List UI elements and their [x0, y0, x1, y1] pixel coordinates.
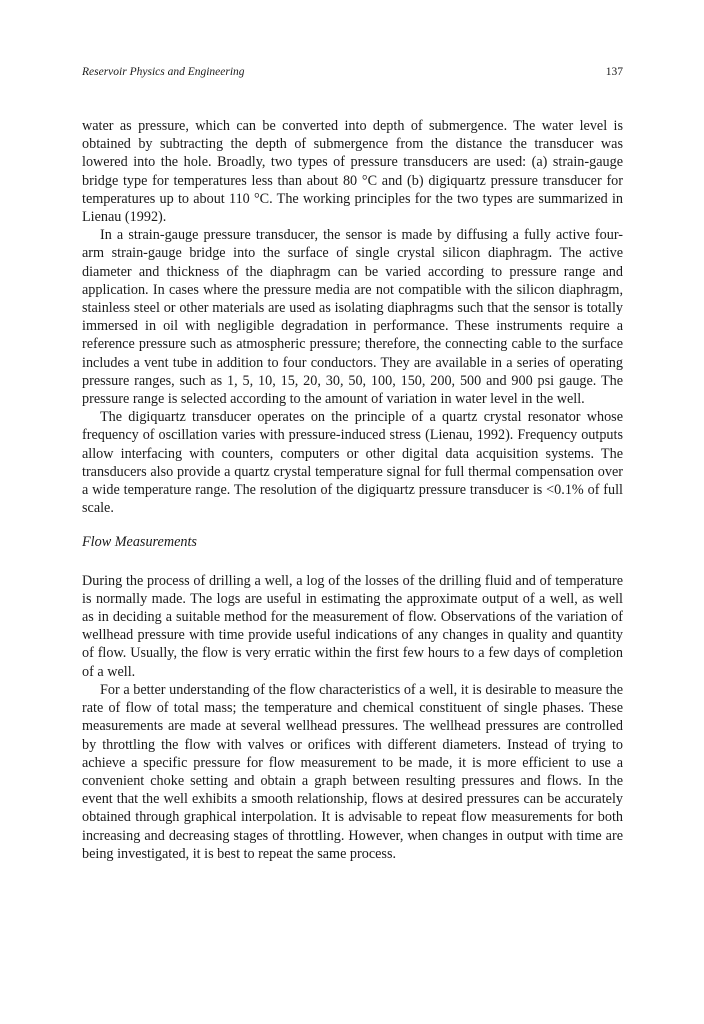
running-head: [82, 66, 623, 82]
running-head-title: Reservoir Physics and Engineering: [82, 66, 245, 78]
body-text: [82, 117, 623, 863]
page-number: 137: [605, 66, 623, 78]
paragraph-strain-gauge: In a strain-gauge pressure transducer, the sensor is made by diffusing a fully active four-arm strain-gauge bridge into the surface of single crystal silicon diaphragm. The active diameter and thickness of the diaphragm can be varied according to pressure range and application. In cases where the pressure media are not compatible with the silicon diaphragm, stainless steel or other materials are used as isolating diaphragms such that the sensor is totally immersed in oil with negligible degradation in performance. These instruments require a reference pressure such as atmospheric pressure; therefore, the connecting cable to the surface includes a vent tube in addition to four conductors. They are available in a series of operating pressure ranges, such as 1, 5, 10, 15, 20, 30, 50, 100, 150, 200, 500 and 900 psi gauge. The pressure range is selected according to the amount of variation in water level in the well.: [82, 227, 623, 408]
paragraph-water-level: water as pressure, which can be converted into depth of submergence. The water level is obtained by subtracting the depth of submergence from the distance the transducer was lowered into the hole. Broadly, two types of pressure transducers are used: (a) strain-gauge bridge type for temperatures less than about 80 °C and (b) digiquartz pressure transducer for temperatures up to about 110 °C. The working principles for the two types are summarized in Lienau (1992).: [82, 118, 623, 226]
paragraph-flow-characteristics: For a better understanding of the flow characteristics of a well, it is desirable to measure the rate of flow of total mass; the temperature and chemical constituent of single phases. These measurements are made at several wellhead pressures. The wellhead pressures are controlled by throttling the flow with valves or orifices with different diameters. Instead of trying to achieve a specific pressure for flow measurement to be made, it is more efficient to use a convenient choke setting and obtain a graph between resulting pressures and flows. In the event that the well exhibits a smooth relationship, flows at desired pressures can be accurately obtained through graphical interpolation. It is advisable to repeat flow measurements for both increasing and decreasing stages of throttling. However, when changes in output with time are being investigated, it is best to repeat the same process.: [82, 681, 623, 862]
paragraph-drilling-log: During the process of drilling a well, a log of the losses of the drilling fluid and of temperature is normally made. The logs are useful in estimating the approximate output of a well, as well as in deciding a suitable method for the measurement of flow. Observations of the variation of wellhead pressure with time provide useful indications of any changes in quality and quantity of flow. Usually, the flow is very erratic within the first few hours to a few days of completion of a well.: [82, 572, 623, 680]
paragraph-digiquartz: The digiquartz transducer operates on the principle of a quartz crystal resonator whose frequency of oscillation varies with pressure-induced stress (Lienau, 1992). Frequency outputs allow interfacing with counters, computers or other digital data acquisition systems. The transducers also provide a quartz crystal temperature signal for full thermal compensation over a wide temperature range. The resolution of the digiquartz pressure transducer is <0.1% of full scale.: [82, 409, 623, 517]
section-heading: Flow Measurements: [82, 534, 197, 551]
